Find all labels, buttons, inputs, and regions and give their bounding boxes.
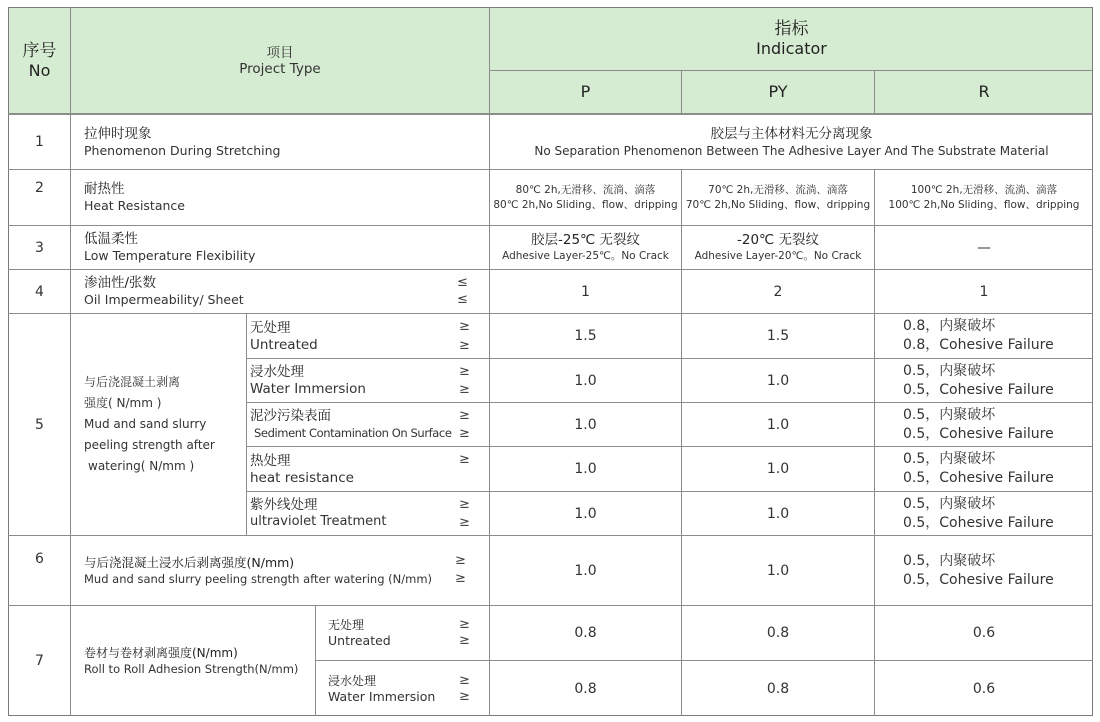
row-value-en: 0.5，Cohesive Failure [903,381,1054,398]
row-value-en: 0.5，Cohesive Failure [903,514,1054,531]
row-value: 0.6 [972,680,996,697]
row-7-no [9,606,70,716]
header-indicator-zh: 指标 [774,19,809,39]
row-value-zh: 70℃ 2h,无滑移、流淌、滴落 [708,183,848,196]
row-number: 3 [35,239,44,256]
row-value: 1.0 [766,416,790,433]
row-1-name [84,115,484,169]
ge-symbol: ≥ [459,497,470,512]
row-name-en: watering( N/mm ) [88,459,195,473]
row-name-zh: 耐热性 [84,181,125,197]
row-value-zh: 0.5，内聚破坏 [903,495,996,512]
row-value: 1.5 [766,328,790,344]
row-value-zh: 0.5，内聚破坏 [903,406,996,423]
sub-name-en: heat resistance [250,469,354,486]
ge-symbol: ≥ [459,452,470,467]
row-name-zh: 拉伸时现象 [84,125,152,142]
row-2-name [84,170,484,225]
row-2-p [490,170,681,225]
header-project-zh: 项目 [266,44,294,61]
row-value-en: 80℃ 2h,No Sliding、flow、dripping [493,198,678,211]
ge-symbol: ≥ [459,515,470,530]
row-2-no [9,170,70,206]
row-value: 1.0 [766,372,790,389]
row-name-en: peeling strength after [84,438,215,452]
row-6-name [84,536,454,605]
row-number: 7 [35,653,44,669]
sub-name-zh: 热处理 [250,452,291,469]
row-3-py [682,226,874,269]
row-name-zh: 低温柔性 [84,231,138,247]
row-value-en: Adhesive Layer-25℃。No Crack [502,249,669,262]
row-5-sub-water-immersion [250,359,450,402]
row-4-py [682,270,874,313]
row-value: 0.8 [574,625,597,641]
row-5-sub-uv [250,492,450,535]
row-value: 0.8 [574,680,597,697]
row-4-r [875,270,1093,313]
header-col-py [682,71,874,113]
row-value-zh: 0.8，内聚破坏 [903,318,996,334]
row-7-0-p [490,606,681,660]
header-col-py-label: PY [768,82,788,101]
row-4-no [9,270,70,313]
row-7-0-py [682,606,874,660]
row-name-en: Phenomenon During Stretching [84,142,281,158]
sub-name-en: Water Immersion [250,381,366,397]
header-col-r [875,71,1093,113]
row-5-2-r [903,403,1093,446]
ge-symbol: ≥ [459,338,470,353]
row-1-no [9,115,70,169]
row-5-4-py [682,492,874,535]
header-project-en: Project Type [239,60,321,77]
row-1-value [490,115,1093,169]
header-col-p-label: P [580,82,591,101]
row-5-3-py [682,447,874,491]
row-5-2-py [682,403,874,446]
row-value-zh: 胶层-25℃ 无裂纹 [530,231,640,248]
header-indicator-en: Indicator [756,39,827,58]
sub-name-zh: 无处理 [328,618,365,632]
row-5-1-py [682,359,874,402]
row-number: 4 [35,283,44,300]
row-number: 2 [35,180,44,196]
row-3-r [875,226,1093,269]
row-value: 0.8 [766,625,790,641]
row-5-sub-heat [250,447,450,491]
row-value-en: 0.5，Cohesive Failure [903,571,1054,588]
ge-symbol: ≥ [455,571,466,586]
ge-symbol: ≥ [459,408,470,423]
ge-symbol: ≥ [459,382,470,397]
row-5-name [84,314,244,535]
sub-name-en: ultraviolet Treatment [250,514,387,529]
row-value-zh: 0.5，内聚破坏 [903,552,996,569]
le-symbol: ≤ [457,275,468,290]
row-6-py [682,536,874,605]
row-value: 1.0 [766,461,790,477]
row-value-zh: -20℃ 无裂纹 [736,231,819,248]
row-6-r [903,536,1093,605]
row-5-3-p [490,447,681,491]
row-name-en: Roll to Roll Adhesion Strength(N/mm) [84,662,299,676]
col-line [246,313,247,535]
row-5-2-p [490,403,681,446]
row-value-zh: 100℃ 2h,无滑移、流淌、滴落 [910,183,1058,196]
row-4-p [490,270,681,313]
row-2-py [682,170,874,225]
row-value-en: Adhesive Layer-20℃。No Crack [694,249,862,262]
row-value: 0.8 [766,680,790,697]
sub-name-zh: 浸水处理 [250,364,304,380]
row-name-en: Low Temperature Flexibility [84,248,256,263]
row-7-1-p [490,661,681,716]
row-name-zh: 卷材与卷材剥离强度(N/mm) [84,646,238,660]
row-value-en: 0.5，Cohesive Failure [903,470,1054,486]
row-value-zh: 0.5，内聚破坏 [903,362,996,379]
header-no-zh: 序号 [22,40,57,61]
row-value-en: No Separation Phenomenon Between The Adhesive Layer And The Substrate Material [534,143,1049,158]
row-7-name [84,606,316,716]
row-value: 0.6 [972,625,996,641]
row-name-en: Mud and sand slurry [84,417,207,431]
ge-symbol: ≥ [459,319,470,334]
row-7-0-r [875,606,1093,660]
row-value-en: 0.8，Cohesive Failure [903,337,1054,353]
row-value: 1.0 [574,505,597,522]
row-5-0-r [903,314,1093,358]
ge-symbol: ≥ [459,426,470,441]
row-5-0-py [682,314,874,358]
row-value: 1.0 [574,416,597,433]
row-value: 1.0 [766,505,790,522]
row-7-sub-untreated [328,606,448,660]
row-7-1-r [875,661,1093,716]
row-value: 1.0 [574,562,597,579]
row-name-zh: 与后浇混凝土浸水后剥离强度(N/mm) [84,554,295,570]
row-5-no [9,314,70,535]
sub-name-zh: 无处理 [250,319,291,336]
header-no-en: No [28,60,51,80]
row-value: 2 [773,283,783,300]
row-5-sub-untreated [250,314,450,358]
sub-name-en: Untreated [328,633,391,648]
row-name-en: Oil Impermeability/ Sheet [84,292,244,307]
row-4-name [84,270,444,313]
row-name-en: Heat Resistance [84,198,185,213]
row-name-zh: 强度( N/mm ) [84,396,162,410]
row-value: 1.0 [574,372,597,389]
row-value: — [977,239,991,256]
sub-name-en: Untreated [250,336,318,353]
header-col-r-label: R [978,82,990,101]
row-5-3-r [903,447,1093,491]
row-value: 1.0 [574,461,597,477]
sub-name-zh: 紫外线处理 [250,497,318,513]
row-value-zh: 80℃ 2h,无滑移、流淌、滴落 [515,183,656,196]
sub-name-zh: 浸水处理 [328,673,377,688]
row-value: 1 [979,283,989,300]
ge-symbol: ≥ [459,689,470,704]
header-col-p [490,71,681,113]
row-value-en: 100℃ 2h,No Sliding、flow、dripping [888,198,1080,211]
row-value: 1.5 [574,328,597,344]
row-value: 1.0 [766,562,790,579]
row-2-r [875,170,1093,225]
row-3-p [490,226,681,269]
row-number: 6 [35,551,44,567]
header-indicator [490,8,1093,70]
row-5-4-r [903,492,1093,535]
row-3-no [9,226,70,269]
row-6-no [9,536,70,582]
header-project-type [71,8,489,113]
ge-symbol: ≥ [459,617,470,632]
ge-symbol: ≥ [459,364,470,379]
sub-name-zh: 泥沙污染表面 [250,408,331,424]
row-number: 5 [35,416,44,433]
header-no [9,8,70,113]
sub-name-en: Water Immersion [328,688,436,704]
row-5-0-p [490,314,681,358]
row-5-1-r [903,359,1093,402]
row-value: 1 [581,283,590,300]
row-7-sub-water-immersion [328,661,448,716]
le-symbol: ≤ [457,292,468,307]
col-line [70,7,71,716]
row-value-en: 0.5，Cohesive Failure [903,425,1054,442]
row-number: 1 [35,134,44,150]
row-5-1-p [490,359,681,402]
sub-name-en: Sediment Contamination On Surface [254,426,452,440]
row-name-zh: 与后浇混凝土剥离 [84,375,181,389]
row-5-4-p [490,492,681,535]
row-3-name [84,226,484,269]
ge-symbol: ≥ [459,633,470,648]
row-6-p [490,536,681,605]
row-name-en: Mud and sand slurry peeling strength after watering (N/mm) [84,571,433,586]
row-value-zh: 0.5，内聚破坏 [903,451,996,467]
row-value-en: 70℃ 2h,No Sliding、flow、dripping [685,198,871,211]
row-7-1-py [682,661,874,716]
row-5-sub-sediment [250,403,460,446]
ge-symbol: ≥ [459,673,470,688]
ge-symbol: ≥ [455,553,466,568]
row-value-zh: 胶层与主体材料无分离现象 [710,125,873,142]
row-name-zh: 渗油性/张数 [84,275,157,291]
